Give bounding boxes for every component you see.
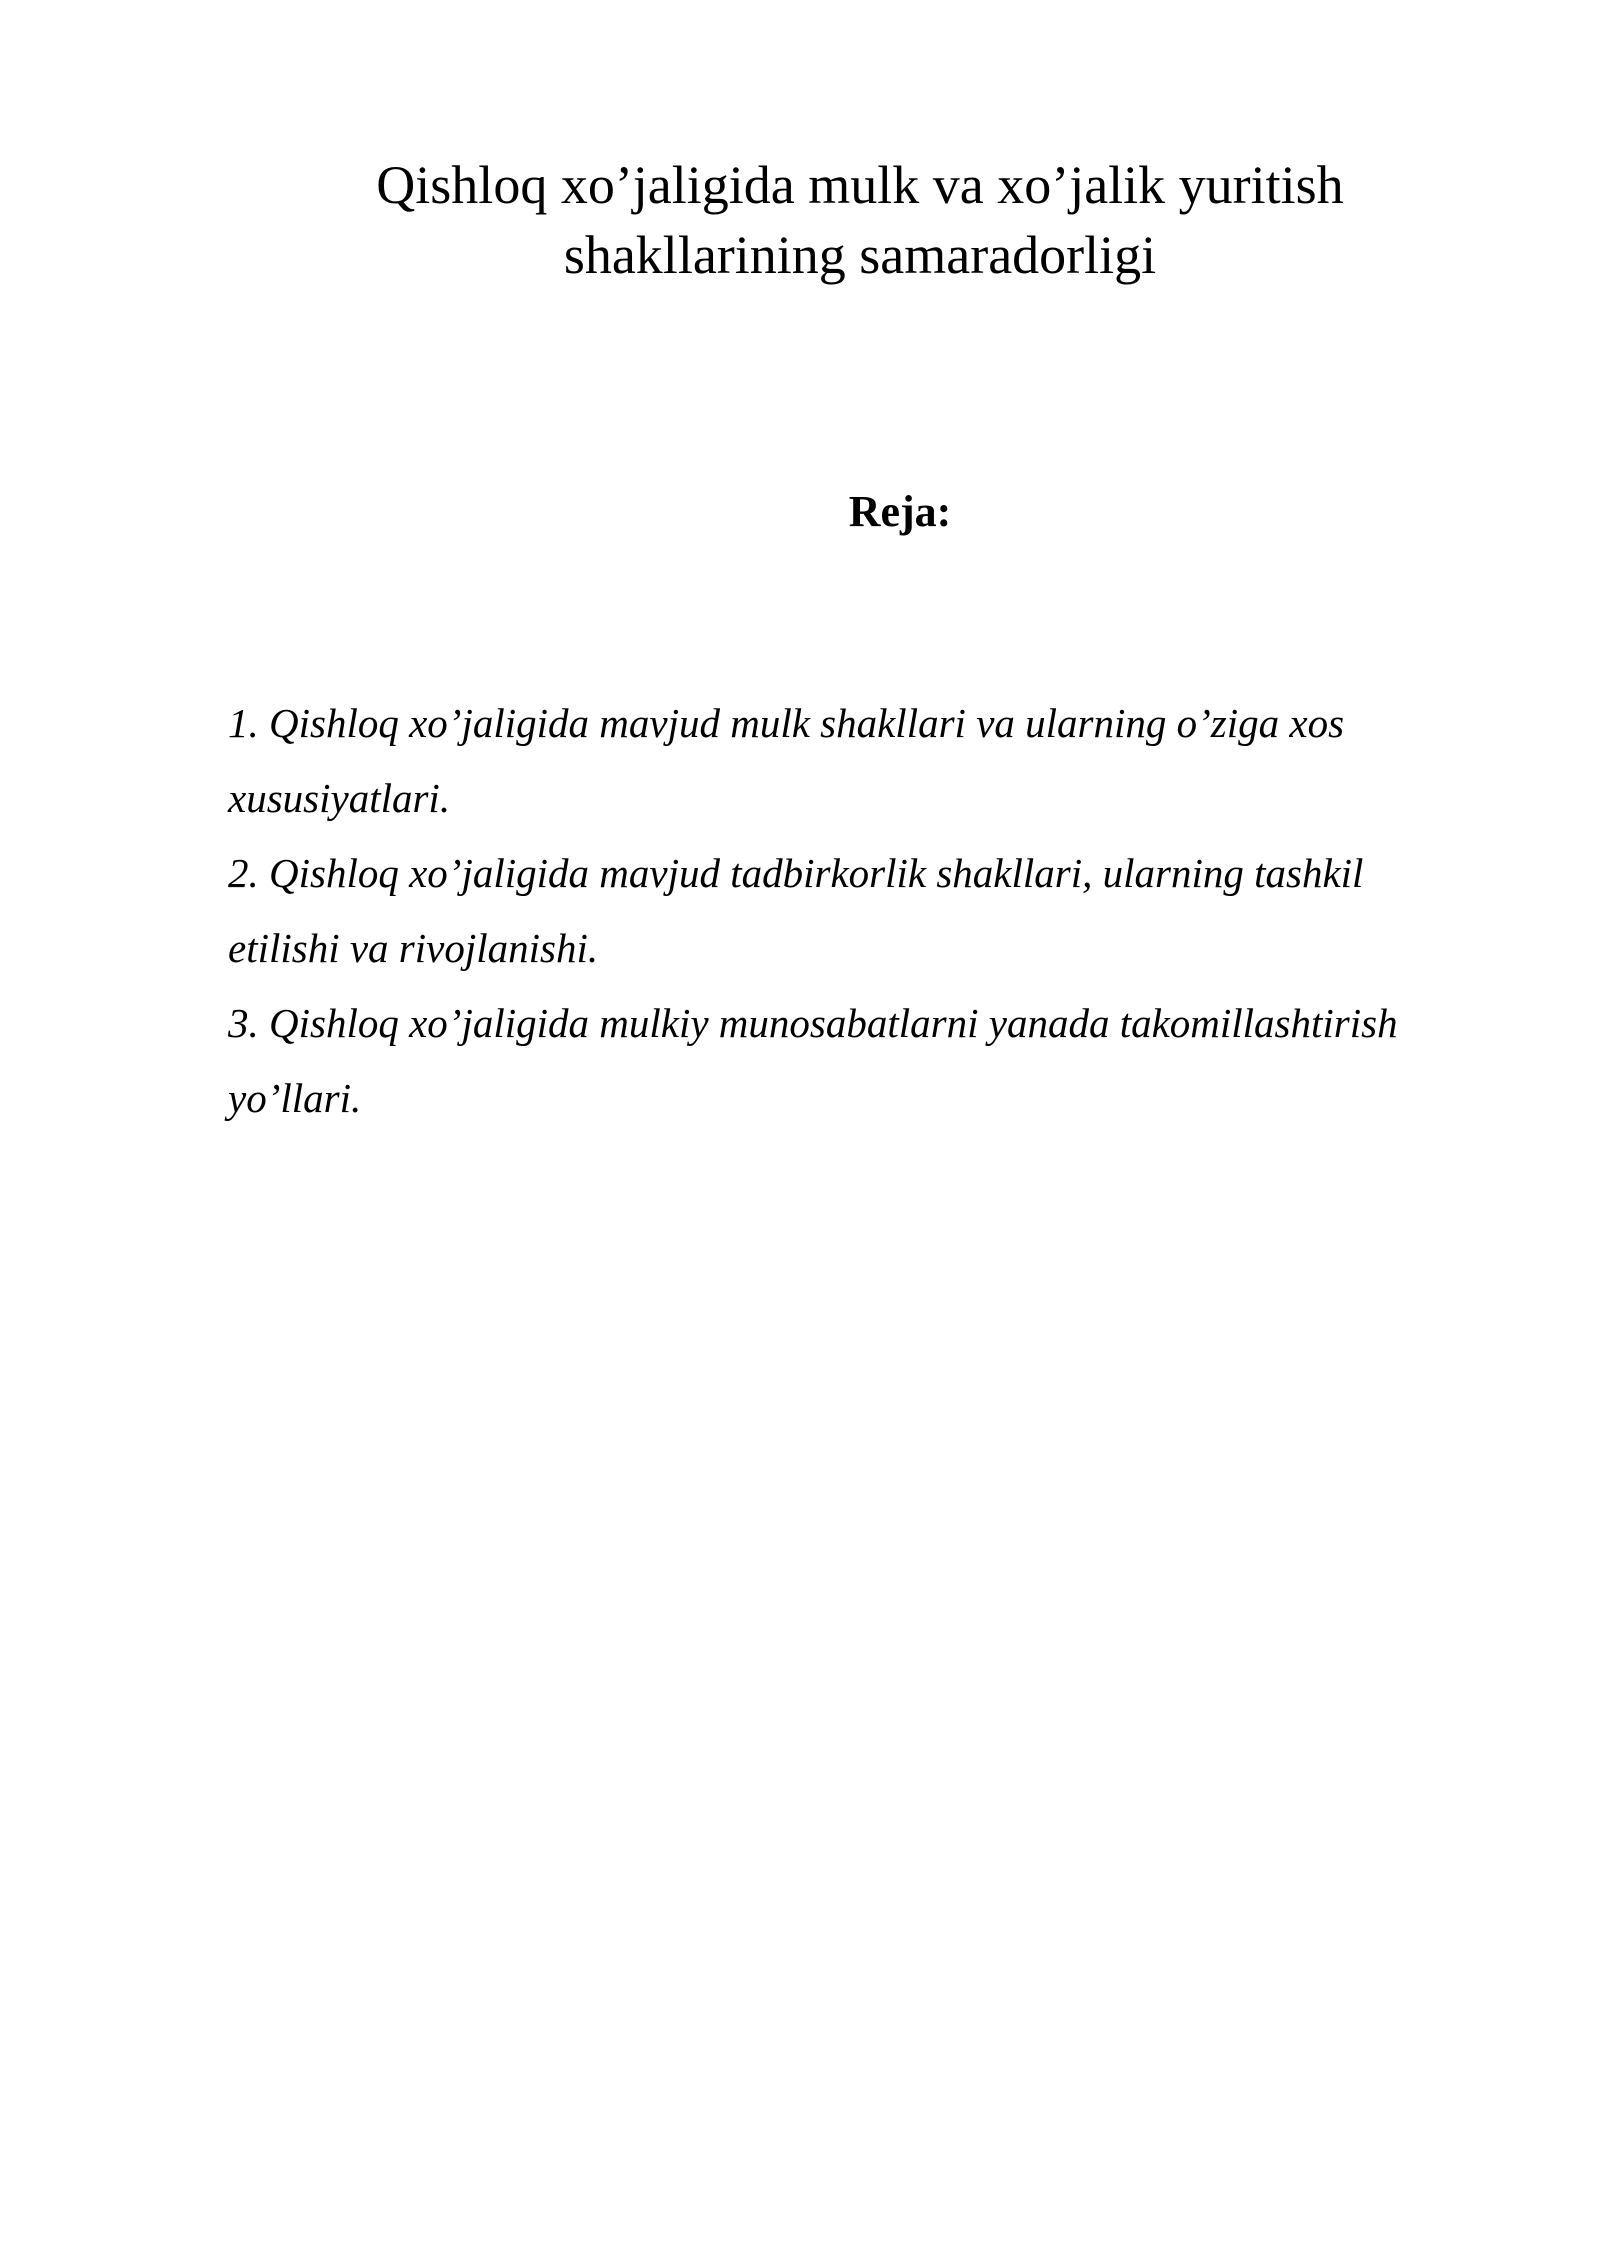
plan-item-line: 1. Qishloq xo’jaligida mavjud mulk shakllari va ularning o’ziga xos bbox=[228, 700, 1345, 746]
title-line-2: shakllarining samaradorligi bbox=[563, 225, 1157, 285]
plan-item bbox=[228, 686, 1508, 836]
plan-item-line: 2. Qishloq xo’jaligida mavjud tadbirkorlik shakllari, ularning tashkil bbox=[228, 850, 1364, 896]
plan-item-line: 3. Qishloq xo’jaligida mulkiy munosabatlarni yanada takomillashtirish bbox=[228, 1000, 1398, 1046]
plan-heading: Reja: bbox=[848, 487, 952, 536]
plan-item-line: yo’llari. bbox=[228, 1075, 362, 1121]
plan-list bbox=[228, 686, 1508, 1136]
document-title bbox=[260, 150, 1460, 290]
plan-item-line: xususiyatlari. bbox=[228, 775, 451, 821]
plan-item-line: etilishi va rivojlanishi. bbox=[228, 925, 599, 971]
plan-item bbox=[228, 836, 1508, 986]
plan-item bbox=[228, 986, 1508, 1136]
title-line-1: Qishloq xo’jaligida mulk va xo’jalik yuritish bbox=[376, 155, 1344, 215]
